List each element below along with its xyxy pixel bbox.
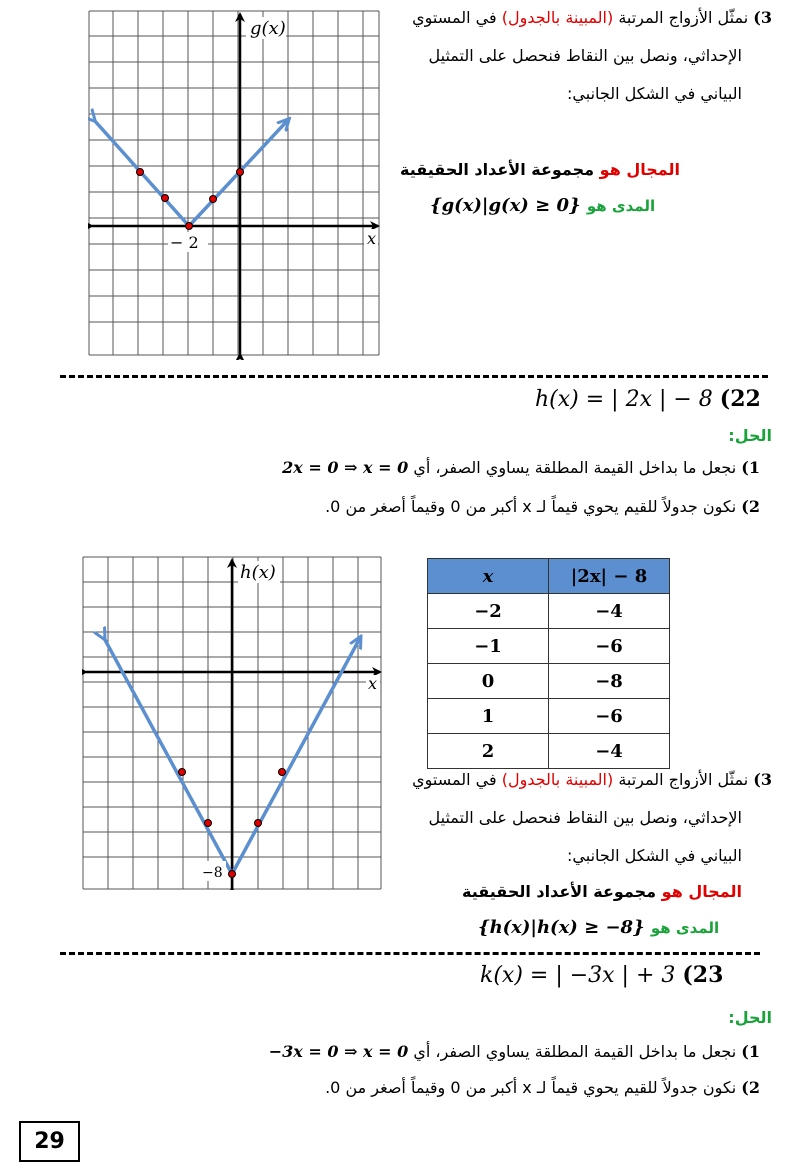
grid-g — [89, 11, 379, 355]
step3-line3: البياني في الشكل الجانبي: — [567, 84, 742, 103]
problem23-header: k(x) = | −3x | + 3 (23 — [480, 962, 724, 988]
tick-label: − 2 — [170, 233, 199, 252]
step3-line2: الإحداثي، ونصل بين النقاط فنحصل على التمثيل — [428, 808, 742, 827]
range-statement: {g(x)|g(x) ≥ 0} المدى هو — [430, 195, 656, 216]
domain-statement: المجال هو مجموعة الأعداد الحقيقية — [462, 882, 742, 901]
step1: 1) نجعل ما بداخل القيمة المطلقة يساوي الصفر، أي 2x = 0 ⇒ x = 0 — [282, 458, 760, 477]
point — [279, 769, 286, 776]
step1: 1) نجعل ما بداخل القيمة المطلقة يساوي الصفر، أي −3x = 0 ⇒ x = 0 — [268, 1042, 760, 1061]
table-row: −1 −6 — [428, 629, 670, 664]
point — [210, 196, 217, 203]
x-axis-label: x — [368, 674, 378, 693]
point — [186, 223, 193, 230]
point — [205, 820, 212, 827]
page-number: 29 — [19, 1121, 80, 1162]
point — [162, 195, 169, 202]
values-table — [427, 558, 670, 769]
table-header: |2x| − 8 — [549, 559, 670, 594]
x-axis-label: x — [367, 229, 377, 248]
table-row: −2 −4 — [428, 594, 670, 629]
divider — [60, 952, 760, 955]
problem22-header: h(x) = | 2x | − 8 (22 — [535, 386, 761, 412]
step3-line1: 3) نمثّل الأزواج المرتبة (المبينة بالجدول) في المستوي — [412, 770, 772, 789]
solution-label: الحل: — [728, 1008, 772, 1027]
y-axis-label: g(x) — [250, 18, 286, 39]
table-header: x — [428, 559, 549, 594]
step3-line2: الإحداثي، ونصل بين النقاط فنحصل على التمثيل — [428, 46, 742, 65]
range-statement: {h(x)|h(x) ≥ −8} المدى هو — [478, 917, 720, 938]
divider — [60, 375, 768, 378]
table-row: 1 −6 — [428, 699, 670, 734]
h-curve — [104, 638, 232, 874]
point — [137, 169, 144, 176]
point — [255, 820, 262, 827]
domain-statement: المجال هو مجموعة الأعداد الحقيقية — [400, 160, 680, 179]
point — [237, 169, 244, 176]
y-axis-label: h(x) — [240, 562, 276, 583]
table-row: 2 −4 — [428, 734, 670, 769]
tick-label: −8 — [202, 865, 223, 881]
step3-line3: البياني في الشكل الجانبي: — [567, 846, 742, 865]
solution-label: الحل: — [728, 426, 772, 445]
step2: 2) نكون جدولاً للقيم يحوي قيماً لـ x أكبر من 0 وقيماً أصغر من 0. — [325, 1078, 760, 1097]
graph-h — [82, 556, 382, 890]
step3-line1: 3) نمثّل الأزواج المرتبة (المبينة بالجدول) في المستوي — [412, 8, 772, 27]
point — [179, 769, 186, 776]
point — [229, 871, 236, 878]
step2: 2) نكون جدولاً للقيم يحوي قيماً لـ x أكبر من 0 وقيماً أصغر من 0. — [325, 497, 760, 516]
table-row: 0 −8 — [428, 664, 670, 699]
graph-g — [88, 10, 380, 360]
